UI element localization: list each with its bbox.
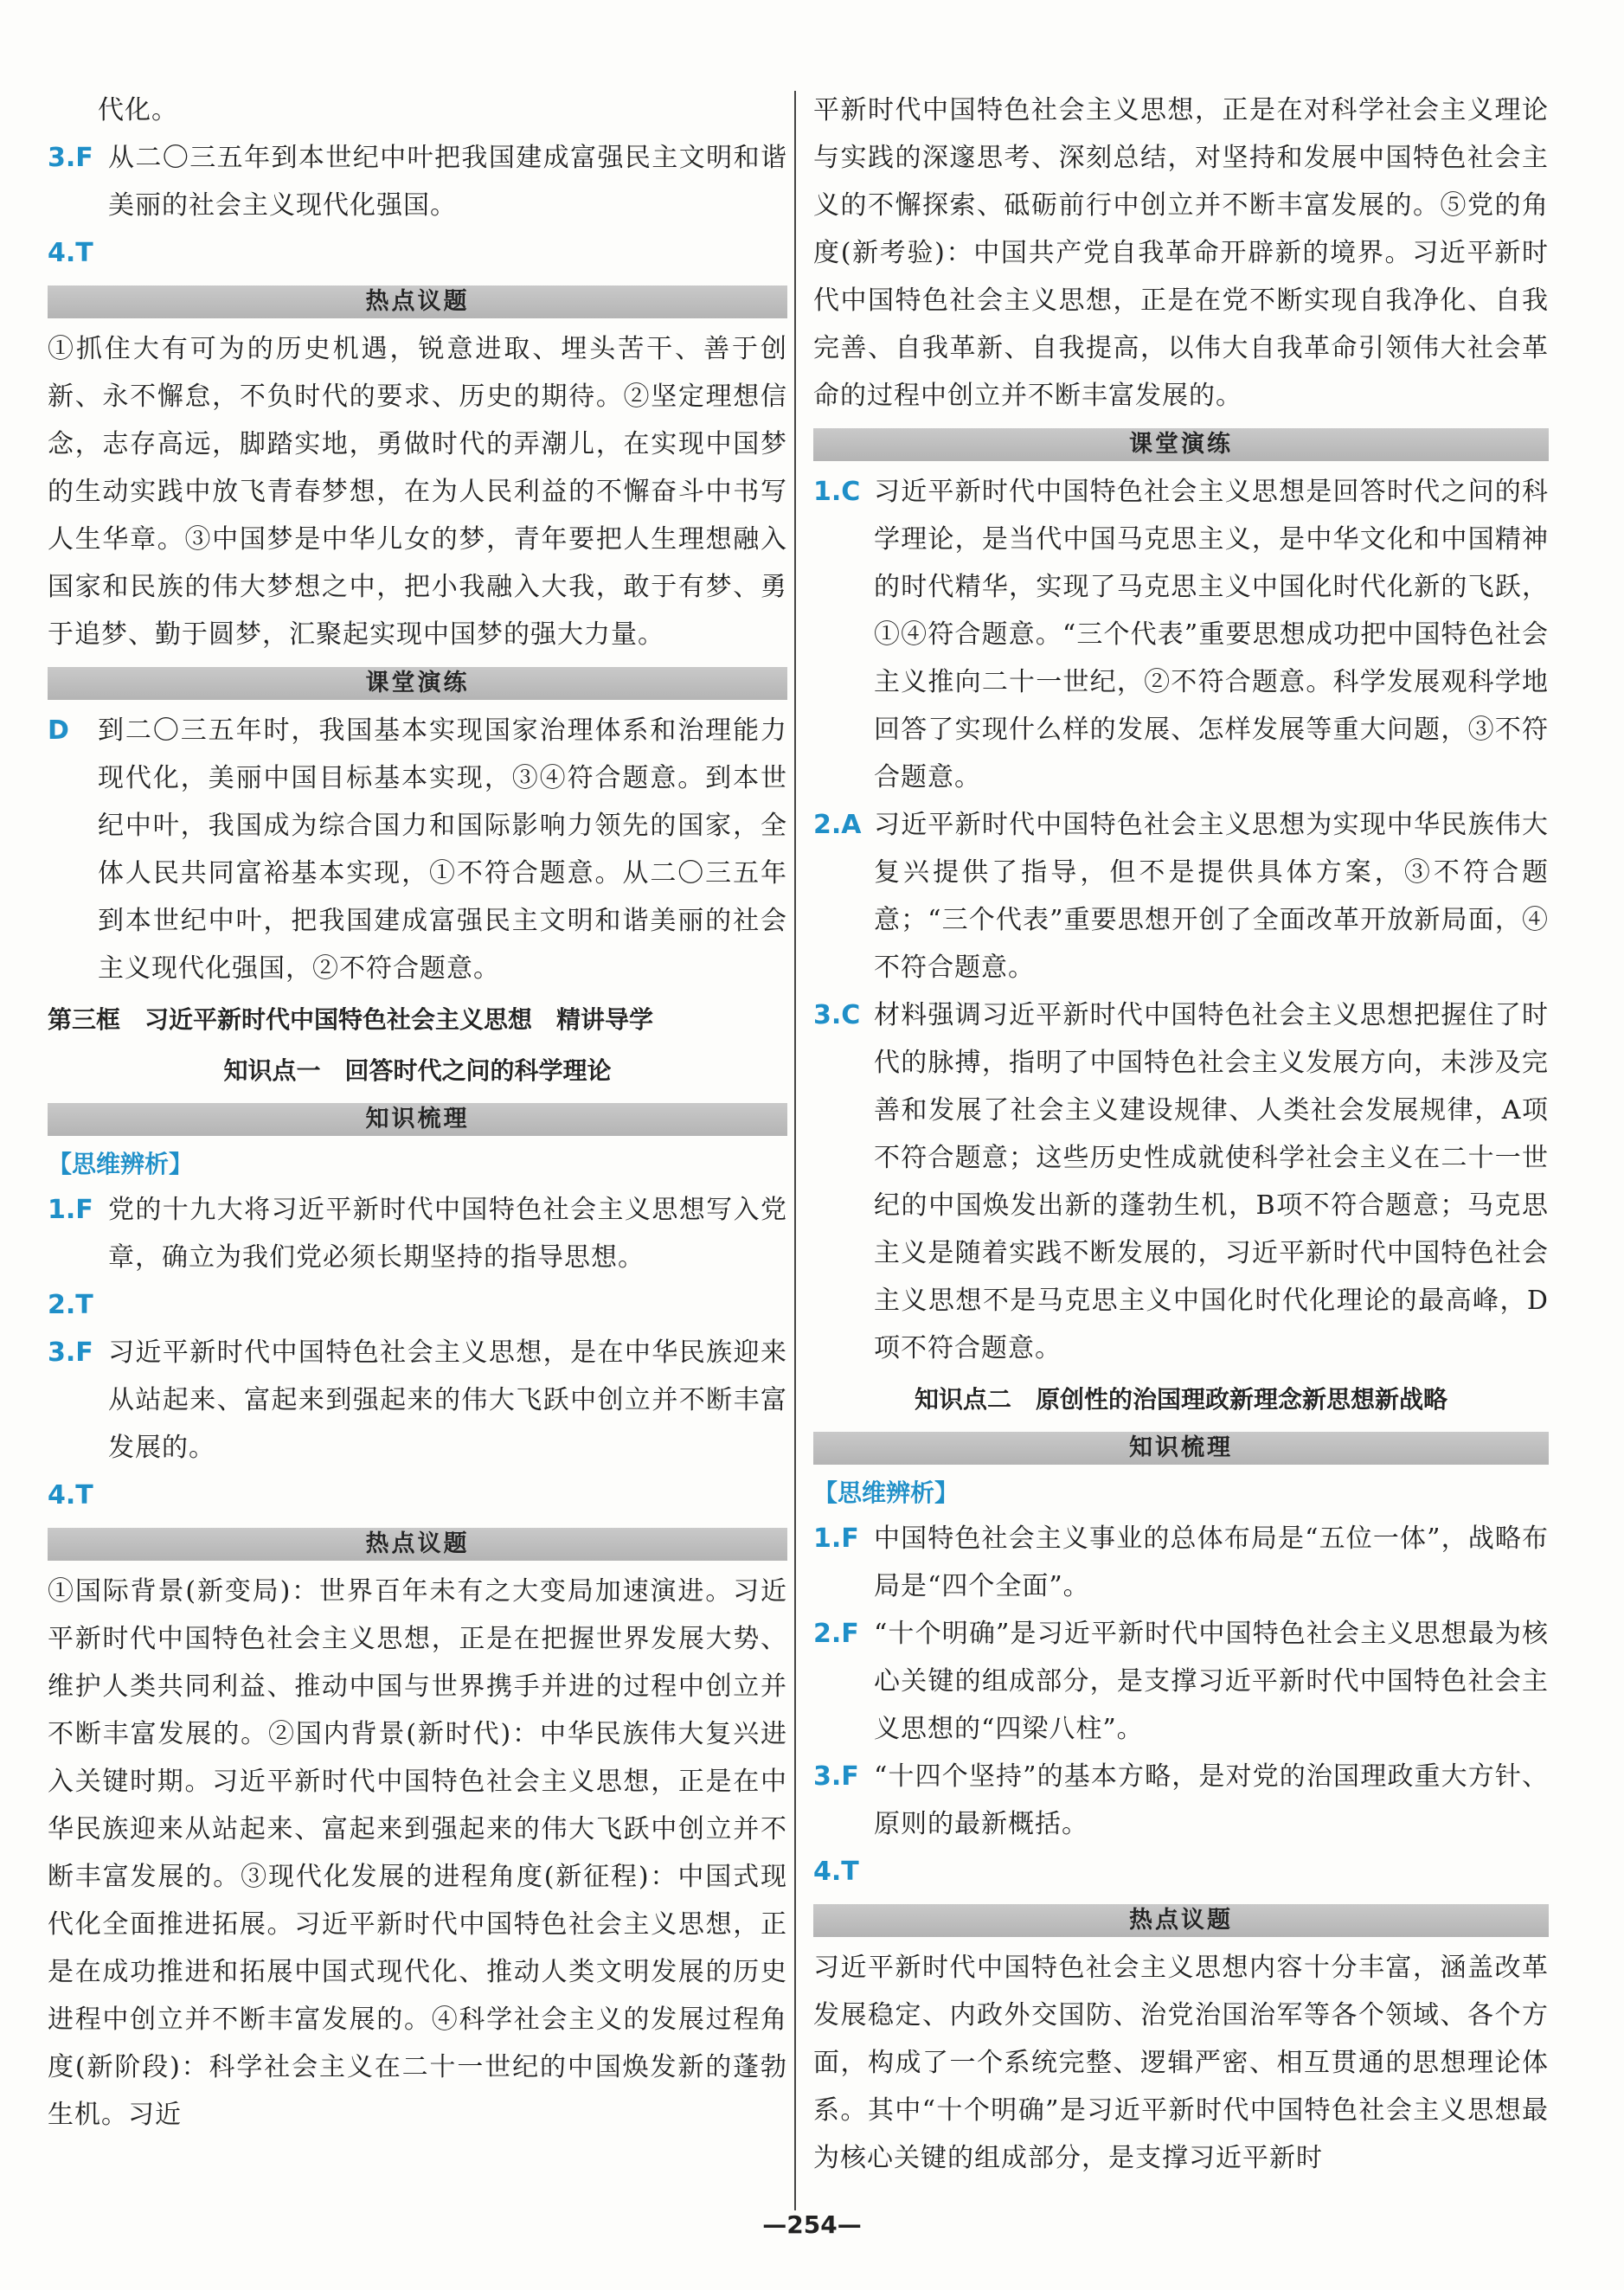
answer-number: 4.T bbox=[813, 1857, 859, 1887]
answer-item bbox=[813, 468, 1549, 801]
answer-number: 2.T bbox=[48, 1290, 93, 1320]
answer-number: 4.T bbox=[48, 238, 93, 268]
column-divider bbox=[794, 91, 796, 2210]
knowledge-point-heading: 知识点二 原创性的治国理政新理念新思想新战略 bbox=[914, 1385, 1447, 1414]
answer-item bbox=[48, 229, 787, 277]
answer-text: 习近平新时代中国特色社会主义思想为实现中华民族伟大复兴提供了指导，但不是提供具体方案，③不符合题意；“三个代表”重要思想开创了全面改革开放新局面，④不符合题意。 bbox=[874, 810, 1549, 983]
answer-item bbox=[48, 1281, 787, 1329]
thinking-tag: 【思维辨析】 bbox=[48, 1150, 194, 1178]
answer-number: 2.F bbox=[813, 1619, 859, 1649]
answer-number: 4.T bbox=[48, 1480, 93, 1511]
answer-number: 1.F bbox=[48, 1195, 93, 1225]
answer-text: 习近平新时代中国特色社会主义思想，是在中华民族迎来从站起来、富起来到强起来的伟大飞跃中创立并不断丰富发展的。 bbox=[108, 1337, 787, 1463]
section-bar: 知识梳理 bbox=[813, 1432, 1549, 1465]
answer-number: 3.F bbox=[813, 1761, 859, 1792]
answer-number: 3.F bbox=[48, 1337, 93, 1368]
answer-item bbox=[813, 1515, 1549, 1610]
thinking-tag: 【思维辨析】 bbox=[813, 1479, 960, 1507]
section-bar: 热点议题 bbox=[48, 1528, 787, 1561]
answer-number: D bbox=[48, 715, 69, 746]
left-column bbox=[48, 87, 787, 2139]
answer-item bbox=[48, 134, 787, 229]
answer-text: “十个明确”是习近平新时代中国特色社会主义思想最为核心关键的组成部分，是支撑习近平新时代中国特色社会主义思想的“四梁八柱”。 bbox=[874, 1619, 1549, 1744]
section-bar: 知识梳理 bbox=[48, 1103, 787, 1136]
paragraph: ①国际背景(新变局)：世界百年未有之大变局加速演进。习近平新时代中国特色社会主义思想，正是在把握世界发展大势、维护人类共同利益、推动中国与世界携手并进的过程中创立并不断丰富发展的。②国内背景(新时代)：中华民族伟大复兴进入关键时期。习近平新时代中国特色社会主义思想，正是在中华民族迎来从站起来、富起来到强起来的伟大飞跃中创立并不断丰富发展的。③现代化发展的进程角度(新征程)：中国式现代化全面推进拓展。习近平新时代中国特色社会主义思想，正是在成功推进和拓展中国式现代化、推动人类文明发展的历史进程中创立并不断丰富发展的。④科学社会主义的发展过程角度(新阶段)：科学社会主义在二十一世纪的中国焕发新的蓬勃生机。习近 bbox=[48, 1576, 787, 2130]
answer-number: 3.F bbox=[48, 143, 93, 173]
answer-text: “十四个坚持”的基本方略，是对党的治国理政重大方针、原则的最新概括。 bbox=[874, 1761, 1549, 1839]
section-bar: 热点议题 bbox=[48, 285, 787, 318]
answer-item bbox=[813, 991, 1549, 1372]
answer-text: 党的十九大将习近平新时代中国特色社会主义思想写入党章，确立为我们党必须长期坚持的指导思想。 bbox=[108, 1195, 787, 1273]
section-bar: 课堂演练 bbox=[48, 667, 787, 700]
paragraph: 习近平新时代中国特色社会主义思想内容十分丰富，涵盖改革发展稳定、内政外交国防、治党治国治军等各个领域、各个方面，构成了一个系统完整、逻辑严密、相互贯通的思想理论体系。其中“十个明确”是习近平新时代中国特色社会主义思想最为核心关键的组成部分，是支撑习近平新时 bbox=[813, 1953, 1549, 2173]
paragraph: 代化。 bbox=[98, 95, 178, 125]
answer-text: 到二〇三五年时，我国基本实现国家治理体系和治理能力现代化，美丽中国目标基本实现，③④符合题意。到本世纪中叶，我国成为综合国力和国际影响力领先的国家，全体人民共同富裕基本实现，①不符合题意。从二〇三五年到本世纪中叶，把我国建成富强民主文明和谐美丽的社会主义现代化强国，②不符合题意。 bbox=[98, 715, 787, 984]
answer-text: 材料强调习近平新时代中国特色社会主义思想把握住了时代的脉搏，指明了中国特色社会主义发展方向，未涉及完善和发展了社会主义建设规律、人类社会发展规律，A项不符合题意；这些历史性成就使科学社会主义在二十一世纪的中国焕发出新的蓬勃生机，B项不符合题意；马克思主义是随着实践不断发展的，习近平新时代中国特色社会主义思想不是马克思主义中国化时代化理论的最高峰，D项不符合题意。 bbox=[874, 1000, 1549, 1363]
answer-item bbox=[48, 1329, 787, 1472]
right-column bbox=[813, 87, 1549, 2182]
answer-item bbox=[813, 1753, 1549, 1848]
answer-item bbox=[813, 1610, 1549, 1753]
answer-item bbox=[813, 801, 1549, 991]
answer-number: 3.C bbox=[813, 1000, 861, 1030]
answer-number: 2.A bbox=[813, 810, 862, 840]
answer-item bbox=[48, 707, 787, 992]
answer-item bbox=[813, 1848, 1549, 1896]
page-number: —254— bbox=[762, 2210, 862, 2239]
answer-number: 1.F bbox=[813, 1523, 859, 1554]
paragraph: 平新时代中国特色社会主义思想，正是在对科学社会主义理论与实践的深邃思考、深刻总结，对坚持和发展中国特色社会主义的不懈探索、砥砺前行中创立并不断丰富发展的。⑤党的角度(新考验)：中国共产党自我革命开辟新的境界。习近平新时代中国特色社会主义思想，正是在党不断实现自我净化、自我完善、自我革新、自我提高，以伟大自我革命引领伟大社会革命的过程中创立并不断丰富发展的。 bbox=[813, 95, 1549, 411]
answer-item bbox=[48, 1472, 787, 1519]
answer-item bbox=[48, 1186, 787, 1281]
section-bar: 热点议题 bbox=[813, 1904, 1549, 1937]
knowledge-point-heading: 知识点一 回答时代之问的科学理论 bbox=[223, 1056, 612, 1085]
lesson-heading: 第三框 习近平新时代中国特色社会主义思想 精讲导学 bbox=[48, 1005, 654, 1034]
section-bar: 课堂演练 bbox=[813, 428, 1549, 461]
answer-text: 从二〇三五年到本世纪中叶把我国建成富强民主文明和谐美丽的社会主义现代化强国。 bbox=[108, 143, 787, 221]
answer-text: 习近平新时代中国特色社会主义思想是回答时代之问的科学理论，是当代中国马克思主义，是中华文化和中国精神的时代精华，实现了马克思主义中国化时代化新的飞跃，①④符合题意。“三个代表”重要思想成功把中国特色社会主义推向二十一世纪，②不符合题意。科学发展观科学地回答了实现什么样的发展、怎样发展等重大问题，③不符合题意。 bbox=[874, 477, 1549, 792]
paragraph: ①抓住大有可为的历史机遇，锐意进取、埋头苦干、善于创新、永不懈怠，不负时代的要求、历史的期待。②坚定理想信念，志存高远，脚踏实地，勇做时代的弄潮儿，在实现中国梦的生动实践中放飞青春梦想，在为人民利益的不懈奋斗中书写人生华章。③中国梦是中华儿女的梦，青年要把人生理想融入国家和民族的伟大梦想之中，把小我融入大我，敢于有梦、勇于追梦、勤于圆梦，汇聚起实现中国梦的强大力量。 bbox=[48, 334, 787, 650]
answer-number: 1.C bbox=[813, 477, 861, 507]
answer-text: 中国特色社会主义事业的总体布局是“五位一体”，战略布局是“四个全面”。 bbox=[874, 1523, 1549, 1601]
